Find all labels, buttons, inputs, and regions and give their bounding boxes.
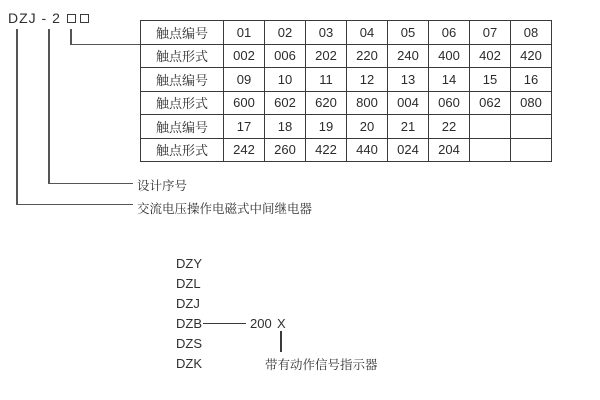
table-cell: 240 (388, 44, 429, 68)
relay-description-label: 交流电压操作电磁式中间继电器 (137, 202, 313, 216)
series-item-dzl: DZL (176, 276, 201, 291)
table-cell: 17 (224, 115, 265, 139)
table-cell: 21 (388, 115, 429, 139)
series-item-dzy: DZY (176, 256, 202, 271)
connector-relay-horizontal (16, 204, 133, 206)
table-cell: 602 (265, 91, 306, 115)
dzb-value: 200 (250, 316, 272, 331)
table-cell: 04 (347, 21, 388, 45)
model-code (8, 10, 89, 26)
table-cell: 01 (224, 21, 265, 45)
series-item-dzj: DZJ (176, 296, 200, 311)
table-cell: 800 (347, 91, 388, 115)
table-cell: 400 (429, 44, 470, 68)
table-cell: 14 (429, 68, 470, 92)
table-cell: 062 (470, 91, 511, 115)
table-cell (511, 115, 552, 139)
row-label: 触点编号 (141, 68, 224, 92)
dzb-connector-line (203, 323, 246, 325)
table-cell: 20 (347, 115, 388, 139)
table-cell: 220 (347, 44, 388, 68)
table-row (141, 44, 552, 68)
model-code-text: DZJ - 2 (8, 10, 61, 26)
table-cell: 09 (224, 68, 265, 92)
table-cell: 19 (306, 115, 347, 139)
row-label: 触点编号 (141, 21, 224, 45)
series-item-dzk: DZK (176, 356, 202, 371)
placeholder-box-1 (67, 14, 76, 23)
table-cell: 242 (224, 138, 265, 162)
row-label: 触点形式 (141, 44, 224, 68)
table-cell: 420 (511, 44, 552, 68)
table-cell: 02 (265, 21, 306, 45)
table-cell: 03 (306, 21, 347, 45)
table-cell: 15 (470, 68, 511, 92)
table-cell (470, 115, 511, 139)
table-cell (511, 138, 552, 162)
connector-serial-horizontal (48, 183, 133, 185)
row-label: 触点编号 (141, 115, 224, 139)
connector-relay-vertical (16, 29, 18, 205)
table-cell: 08 (511, 21, 552, 45)
row-label: 触点形式 (141, 138, 224, 162)
connector-boxes-horizontal (70, 44, 141, 46)
table-cell: 260 (265, 138, 306, 162)
table-cell: 22 (429, 115, 470, 139)
table-cell: 440 (347, 138, 388, 162)
series-item-dzb: DZB (176, 316, 202, 331)
table-cell: 402 (470, 44, 511, 68)
table-cell: 05 (388, 21, 429, 45)
table-row (141, 91, 552, 115)
table-cell: 600 (224, 91, 265, 115)
table-cell: 620 (306, 91, 347, 115)
dzb-suffix-x: X (277, 316, 286, 331)
table-cell: 11 (306, 68, 347, 92)
placeholder-box-2 (80, 14, 89, 23)
table-cell: 006 (265, 44, 306, 68)
series-item-dzs: DZS (176, 336, 202, 351)
table-cell: 422 (306, 138, 347, 162)
table-cell: 080 (511, 91, 552, 115)
indicator-note: 带有动作信号指示器 (265, 358, 378, 372)
connector-serial-vertical (48, 29, 50, 184)
table-row (141, 21, 552, 45)
table-cell: 202 (306, 44, 347, 68)
table-cell: 002 (224, 44, 265, 68)
table-cell: 13 (388, 68, 429, 92)
table-cell: 004 (388, 91, 429, 115)
table-cell: 06 (429, 21, 470, 45)
table-cell: 07 (470, 21, 511, 45)
contact-code-table (140, 20, 552, 162)
table-cell: 10 (265, 68, 306, 92)
table-cell: 024 (388, 138, 429, 162)
table-cell: 16 (511, 68, 552, 92)
table-row (141, 68, 552, 92)
table-cell: 204 (429, 138, 470, 162)
design-serial-label: 设计序号 (137, 179, 188, 193)
table-row (141, 115, 552, 139)
table-cell: 18 (265, 115, 306, 139)
row-label: 触点形式 (141, 91, 224, 115)
table-cell: 060 (429, 91, 470, 115)
table-row (141, 138, 552, 162)
indicator-connector-line (280, 331, 282, 352)
table-cell (470, 138, 511, 162)
table-cell: 12 (347, 68, 388, 92)
